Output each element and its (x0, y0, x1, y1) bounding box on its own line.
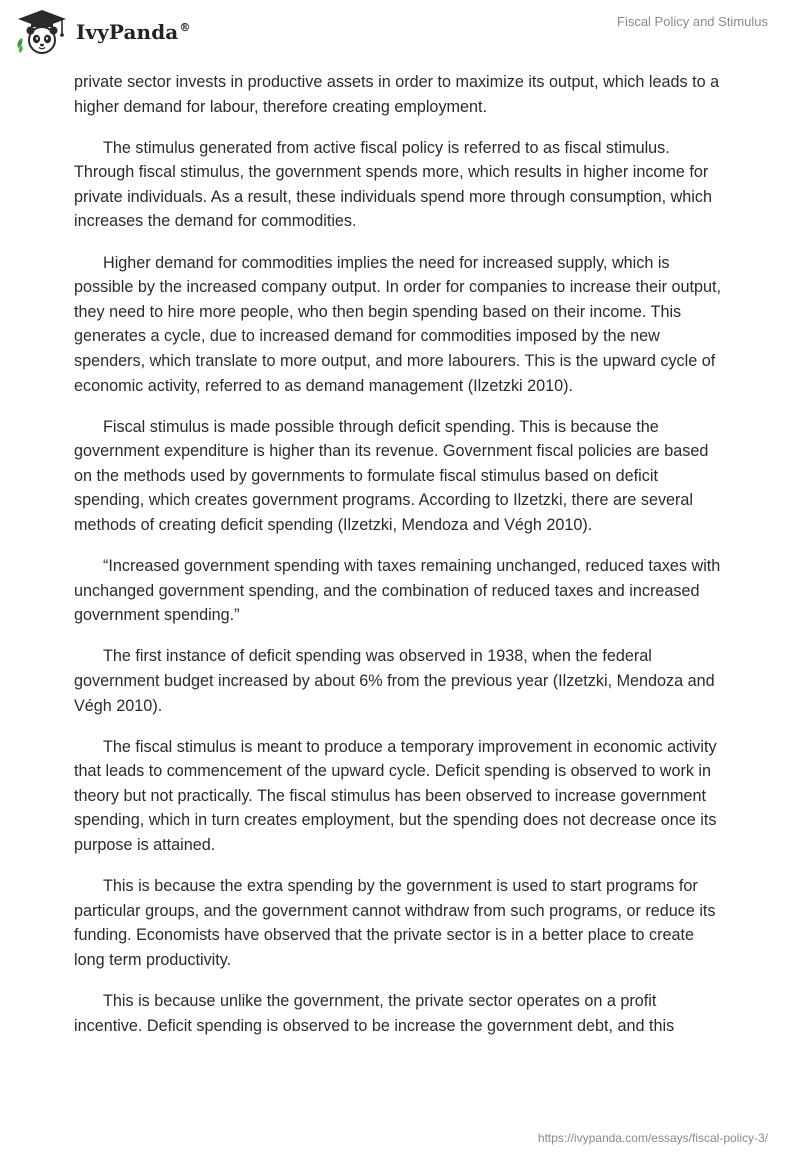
ivypanda-logo[interactable] (14, 8, 190, 56)
paragraph: The first instance of deficit spending was observed in 1938, when the federal government budget increased by about 6% from the previous year (Ilzetzki, Mendoza and Végh 2010). (74, 647, 715, 715)
paragraph: Higher demand for commodities implies the need for increased supply, which is possible by the increased company output. In order for companies to increase their output, they need to hire more people, who then begin spending based on their income. This generates a cycle, due to increased demand for commodities imposed by the new spenders, which translate to more output, and more labourers. This is the upward cycle of economic activity, referred to as demand management (Ilzetzki 2010). (74, 253, 721, 395)
quote-paragraph: “Increased government spending with taxes remaining unchanged, reduced taxes with unchanged government spending, and the combination of reduced taxes and increased government spending.” (74, 557, 721, 625)
paragraph: private sector invests in productive assets in order to maximize its output, which leads to a higher demand for labour, therefore creating employment. (74, 73, 720, 116)
page-header (0, 0, 800, 62)
paragraph: This is because unlike the government, the private sector operates on a profit incentive. Deficit spending is observed to be increase the government debt, and this (74, 992, 675, 1035)
paragraph: Fiscal stimulus is made possible through deficit spending. This is because the government expenditure is higher than its revenue. Government fiscal policies are based on the methods used by governments to formulate fiscal stimulus based on deficit spending, which creates government programs. According to Ilzetzki, there are several methods of creating deficit spending (Ilzetzki, Mendoza and Végh 2010). (74, 417, 709, 534)
source-url[interactable]: https://ivypanda.com/essays/fiscal-policy-3/ (537, 1131, 768, 1145)
document-title: Fiscal Policy and Stimulus (617, 14, 768, 29)
registered-mark: ® (179, 21, 191, 35)
paragraph: This is because the extra spending by the government is used to start programs for particular groups, and the government cannot withdraw from such programs, or reduce its funding. Economists have observed that the private sector is in a better place to create long term productivity. (74, 877, 716, 969)
brand-name: IvyPanda® (76, 20, 191, 44)
panda-graduate-icon (14, 8, 70, 56)
paragraph: The fiscal stimulus is meant to produce a temporary improvement in economic activity that leads to commencement of the upward cycle. Deficit spending is observed to work in theory but not practically. The fiscal stimulus has been observed to increase government spending, which in turn creates employment, but the spending does not decrease once its purpose is attained. (74, 737, 717, 855)
paragraph: The stimulus generated from active fiscal policy is referred to as fiscal stimulus. Through fiscal stimulus, the government spends more, which results in higher income for private individuals. As a result, these individuals spend more through consumption, which increases the demand for commodities. (74, 138, 712, 231)
essay-body (74, 70, 724, 1055)
